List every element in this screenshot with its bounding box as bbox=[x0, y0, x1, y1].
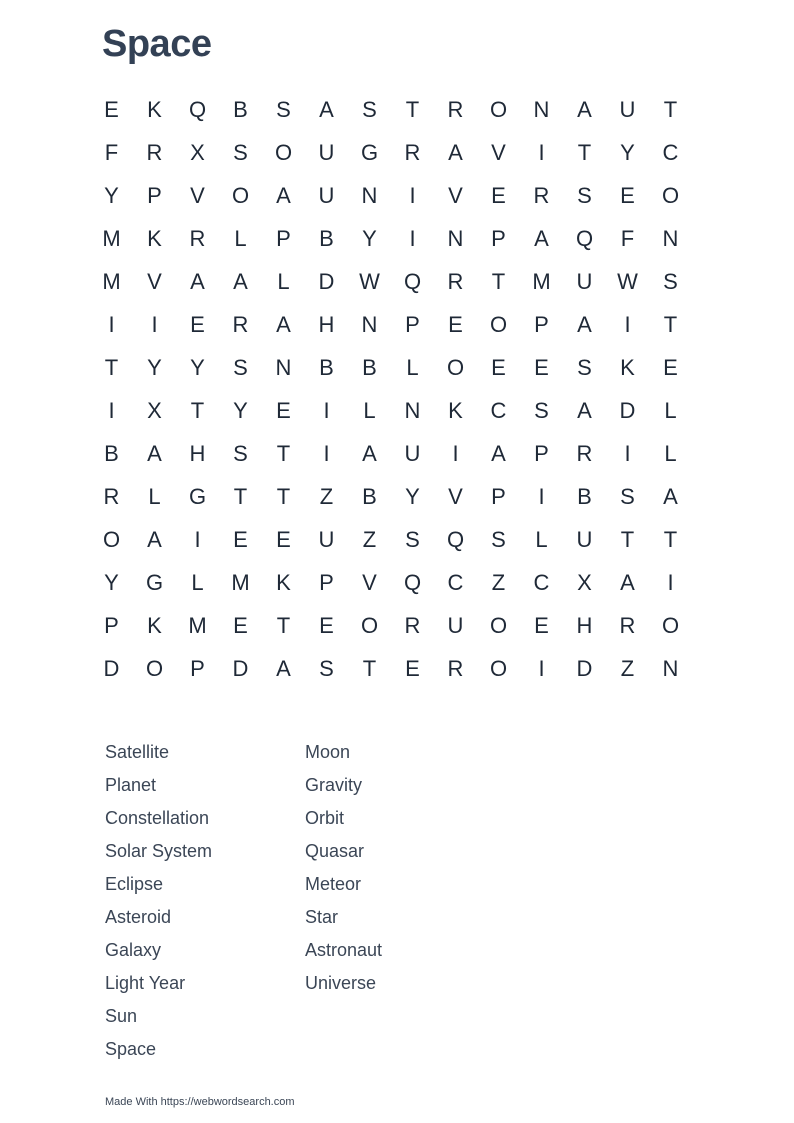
grid-letter: I bbox=[108, 311, 115, 337]
grid-letter: N bbox=[361, 311, 378, 337]
grid-letter: S bbox=[233, 354, 248, 380]
grid-letter: W bbox=[617, 268, 638, 294]
grid-letter: M bbox=[231, 569, 250, 595]
grid-letter: O bbox=[274, 139, 293, 165]
word-list-item: Galaxy bbox=[105, 940, 162, 960]
grid-letter: T bbox=[663, 96, 678, 122]
word-list-item: Orbit bbox=[305, 808, 345, 828]
grid-letter: V bbox=[147, 268, 162, 294]
grid-letter: V bbox=[190, 182, 205, 208]
grid-letter: Y bbox=[104, 569, 119, 595]
grid-letter: S bbox=[233, 440, 248, 466]
grid-letter: M bbox=[102, 268, 121, 294]
grid-letter: Z bbox=[362, 526, 377, 552]
grid-letter: O bbox=[446, 354, 465, 380]
word-list bbox=[105, 736, 505, 1066]
grid-letter: I bbox=[538, 139, 545, 165]
grid-letter: T bbox=[491, 268, 506, 294]
grid-letter: E bbox=[233, 612, 248, 638]
grid-letter: A bbox=[620, 569, 635, 595]
word-list-item: Asteroid bbox=[105, 907, 172, 927]
grid-letter: D bbox=[576, 655, 593, 681]
grid-letter: K bbox=[147, 225, 162, 251]
grid-letter: B bbox=[362, 354, 377, 380]
grid-letter: T bbox=[663, 526, 678, 552]
grid-letter: R bbox=[447, 655, 464, 681]
grid-letter: L bbox=[148, 483, 161, 509]
word-list-item: Solar System bbox=[105, 841, 213, 861]
grid-letter: A bbox=[577, 397, 592, 423]
grid-letter: N bbox=[275, 354, 292, 380]
grid-letter: U bbox=[404, 440, 421, 466]
grid-letter: I bbox=[538, 655, 545, 681]
grid-letter: R bbox=[404, 139, 421, 165]
word-list-column-2 bbox=[305, 736, 505, 1066]
grid-letter: E bbox=[448, 311, 463, 337]
grid-letter: G bbox=[188, 483, 207, 509]
grid-letter: I bbox=[323, 397, 330, 423]
grid-letter: R bbox=[533, 182, 550, 208]
grid-letter: R bbox=[103, 483, 120, 509]
grid-letter: L bbox=[277, 268, 290, 294]
grid-letter: A bbox=[577, 96, 592, 122]
grid-letter: S bbox=[405, 526, 420, 552]
grid-letter: S bbox=[362, 96, 377, 122]
page-title: Space bbox=[102, 23, 212, 65]
grid-letter: I bbox=[323, 440, 330, 466]
grid-letter: A bbox=[491, 440, 506, 466]
grid-letter: S bbox=[319, 655, 334, 681]
word-list-item: Sun bbox=[105, 1006, 138, 1026]
grid-letter: S bbox=[577, 354, 592, 380]
grid-letter: B bbox=[233, 96, 248, 122]
grid-letter: R bbox=[146, 139, 163, 165]
grid-letter: L bbox=[664, 440, 677, 466]
grid-letter: T bbox=[362, 655, 377, 681]
grid-letter: Q bbox=[575, 225, 594, 251]
word-list-item: Constellation bbox=[105, 808, 210, 828]
grid-letter: H bbox=[318, 311, 335, 337]
grid-letter: P bbox=[534, 440, 549, 466]
grid-letter: N bbox=[404, 397, 421, 423]
grid-letter: N bbox=[662, 225, 679, 251]
footer-credit: Made With https://webwordsearch.com bbox=[105, 1096, 295, 1108]
grid-letter: K bbox=[620, 354, 635, 380]
grid-letter: O bbox=[231, 182, 250, 208]
grid-letter: V bbox=[448, 182, 463, 208]
grid-letter: S bbox=[577, 182, 592, 208]
grid-letter: E bbox=[190, 311, 205, 337]
grid-letter: S bbox=[534, 397, 549, 423]
grid-letter: T bbox=[663, 311, 678, 337]
grid-letter: K bbox=[276, 569, 291, 595]
grid-letter: Y bbox=[233, 397, 248, 423]
grid-letter: K bbox=[147, 612, 162, 638]
grid-letter: O bbox=[360, 612, 379, 638]
grid-letter: T bbox=[405, 96, 420, 122]
word-list-item: Moon bbox=[305, 742, 351, 762]
grid-letter: O bbox=[489, 311, 508, 337]
grid-letter: X bbox=[190, 139, 205, 165]
grid-letter: Z bbox=[491, 569, 506, 595]
grid-letter: H bbox=[576, 612, 593, 638]
grid-letter: P bbox=[147, 182, 162, 208]
grid-letter: G bbox=[145, 569, 164, 595]
grid-letter: V bbox=[448, 483, 463, 509]
grid-letter: U bbox=[576, 526, 593, 552]
word-list-item: Universe bbox=[305, 973, 377, 993]
word-list-item: Meteor bbox=[305, 874, 362, 894]
grid-letter: T bbox=[276, 483, 291, 509]
grid-letter: A bbox=[534, 225, 549, 251]
grid-letter: Y bbox=[620, 139, 635, 165]
grid-letter: E bbox=[276, 526, 291, 552]
grid-letter: P bbox=[491, 225, 506, 251]
grid-letter: U bbox=[318, 139, 335, 165]
grid-letter: Y bbox=[147, 354, 162, 380]
grid-letter: L bbox=[535, 526, 548, 552]
grid-letter: I bbox=[667, 569, 674, 595]
grid-letter: L bbox=[234, 225, 247, 251]
grid-letter: N bbox=[533, 96, 550, 122]
grid-letter: E bbox=[276, 397, 291, 423]
grid-letter: I bbox=[108, 397, 115, 423]
grid-letter: G bbox=[360, 139, 379, 165]
word-list-item: Quasar bbox=[305, 841, 365, 861]
grid-letter: C bbox=[533, 569, 550, 595]
grid-letter: B bbox=[362, 483, 377, 509]
grid-letter: O bbox=[102, 526, 121, 552]
grid-letter: P bbox=[319, 569, 334, 595]
grid-letter: P bbox=[276, 225, 291, 251]
grid-letter: V bbox=[362, 569, 377, 595]
grid-letter: U bbox=[318, 526, 335, 552]
grid-letter: A bbox=[276, 182, 291, 208]
grid-letter: Z bbox=[319, 483, 334, 509]
grid-letter: T bbox=[104, 354, 119, 380]
word-list-item: Eclipse bbox=[105, 874, 164, 894]
grid-letter: I bbox=[409, 182, 416, 208]
grid-letter: F bbox=[620, 225, 635, 251]
grid-letter: R bbox=[619, 612, 636, 638]
grid-letter: E bbox=[405, 655, 420, 681]
grid-letter: C bbox=[447, 569, 464, 595]
grid-letter: E bbox=[534, 612, 549, 638]
grid-letter: F bbox=[104, 139, 119, 165]
grid-letter: I bbox=[452, 440, 459, 466]
grid-letter: R bbox=[404, 612, 421, 638]
word-list-column-1 bbox=[105, 736, 305, 1066]
word-list-item: Astronaut bbox=[305, 940, 383, 960]
grid-letter: L bbox=[664, 397, 677, 423]
grid-letter: K bbox=[448, 397, 463, 423]
grid-letter: C bbox=[490, 397, 507, 423]
grid-letter: D bbox=[103, 655, 120, 681]
grid-letter: Y bbox=[104, 182, 119, 208]
grid-letter: W bbox=[359, 268, 380, 294]
letter-grid bbox=[90, 88, 692, 690]
grid-letter: P bbox=[405, 311, 420, 337]
grid-letter: U bbox=[447, 612, 464, 638]
grid-letter: R bbox=[576, 440, 593, 466]
grid-letter: O bbox=[489, 655, 508, 681]
grid-letter: T bbox=[620, 526, 635, 552]
grid-letter: O bbox=[489, 612, 508, 638]
grid-letter: I bbox=[538, 483, 545, 509]
grid-letter: P bbox=[491, 483, 506, 509]
grid-letter: E bbox=[233, 526, 248, 552]
grid-letter: L bbox=[191, 569, 204, 595]
grid-letter: A bbox=[233, 268, 248, 294]
grid-letter: A bbox=[448, 139, 463, 165]
grid-letter: Y bbox=[362, 225, 377, 251]
grid-letter: R bbox=[189, 225, 206, 251]
grid-letter: X bbox=[577, 569, 592, 595]
word-list-item: Satellite bbox=[105, 742, 170, 762]
grid-letter: I bbox=[624, 440, 631, 466]
grid-letter: E bbox=[534, 354, 549, 380]
grid-letter: T bbox=[233, 483, 248, 509]
grid-letter: N bbox=[662, 655, 679, 681]
grid-letter: U bbox=[318, 182, 335, 208]
word-list-item: Gravity bbox=[305, 775, 363, 795]
grid-letter: Q bbox=[446, 526, 465, 552]
grid-letter: L bbox=[363, 397, 376, 423]
grid-letter: B bbox=[319, 354, 334, 380]
grid-letter: S bbox=[491, 526, 506, 552]
grid-letter: R bbox=[232, 311, 249, 337]
grid-letter: M bbox=[532, 268, 551, 294]
grid-letter: O bbox=[661, 182, 680, 208]
grid-letter: Y bbox=[190, 354, 205, 380]
grid-letter: A bbox=[276, 311, 291, 337]
grid-letter: I bbox=[151, 311, 158, 337]
grid-letter: A bbox=[362, 440, 377, 466]
word-list-item: Light Year bbox=[105, 973, 186, 993]
grid-letter: E bbox=[319, 612, 334, 638]
grid-letter: E bbox=[491, 182, 506, 208]
grid-letter: S bbox=[663, 268, 678, 294]
grid-letter: V bbox=[491, 139, 506, 165]
grid-letter: R bbox=[447, 96, 464, 122]
grid-letter: A bbox=[147, 440, 162, 466]
grid-letter: O bbox=[489, 96, 508, 122]
grid-letter: S bbox=[276, 96, 291, 122]
grid-letter: S bbox=[233, 139, 248, 165]
grid-letter: O bbox=[145, 655, 164, 681]
grid-letter: T bbox=[276, 440, 291, 466]
grid-letter: R bbox=[447, 268, 464, 294]
grid-letter: A bbox=[190, 268, 205, 294]
grid-letter: E bbox=[104, 96, 119, 122]
grid-letter: H bbox=[189, 440, 206, 466]
grid-letter: E bbox=[663, 354, 678, 380]
grid-letter: A bbox=[663, 483, 678, 509]
grid-letter: E bbox=[620, 182, 635, 208]
grid-letter: S bbox=[620, 483, 635, 509]
grid-letter: P bbox=[534, 311, 549, 337]
grid-letter: C bbox=[662, 139, 679, 165]
grid-letter: D bbox=[619, 397, 636, 423]
grid-letter: U bbox=[576, 268, 593, 294]
grid-letter: Z bbox=[620, 655, 635, 681]
grid-letter: T bbox=[276, 612, 291, 638]
grid-letter: M bbox=[102, 225, 121, 251]
grid-letter: A bbox=[577, 311, 592, 337]
grid-letter: Q bbox=[403, 569, 422, 595]
grid-letter: Q bbox=[188, 96, 207, 122]
grid-letter: E bbox=[491, 354, 506, 380]
grid-letter: A bbox=[276, 655, 291, 681]
grid-letter: Q bbox=[403, 268, 422, 294]
grid-letter: P bbox=[190, 655, 205, 681]
grid-letter: A bbox=[147, 526, 162, 552]
grid-letter: P bbox=[104, 612, 119, 638]
grid-letter: N bbox=[447, 225, 464, 251]
grid-letter: K bbox=[147, 96, 162, 122]
word-list-item: Space bbox=[105, 1039, 157, 1059]
grid-letter: A bbox=[319, 96, 334, 122]
word-list-item: Planet bbox=[105, 775, 157, 795]
grid-letter: B bbox=[577, 483, 592, 509]
grid-letter: Y bbox=[405, 483, 420, 509]
grid-letter: U bbox=[619, 96, 636, 122]
grid-letter: I bbox=[624, 311, 631, 337]
grid-letter: N bbox=[361, 182, 378, 208]
grid-letter: X bbox=[147, 397, 162, 423]
grid-letter: L bbox=[406, 354, 419, 380]
word-list-item: Star bbox=[305, 907, 339, 927]
grid-letter: D bbox=[318, 268, 335, 294]
grid-letter: I bbox=[194, 526, 201, 552]
grid-letter: T bbox=[190, 397, 205, 423]
grid-letter: D bbox=[232, 655, 249, 681]
grid-letter: T bbox=[577, 139, 592, 165]
grid-letter: I bbox=[409, 225, 416, 251]
grid-letter: B bbox=[104, 440, 119, 466]
grid-letter: O bbox=[661, 612, 680, 638]
grid-letter: B bbox=[319, 225, 334, 251]
grid-letter: M bbox=[188, 612, 207, 638]
